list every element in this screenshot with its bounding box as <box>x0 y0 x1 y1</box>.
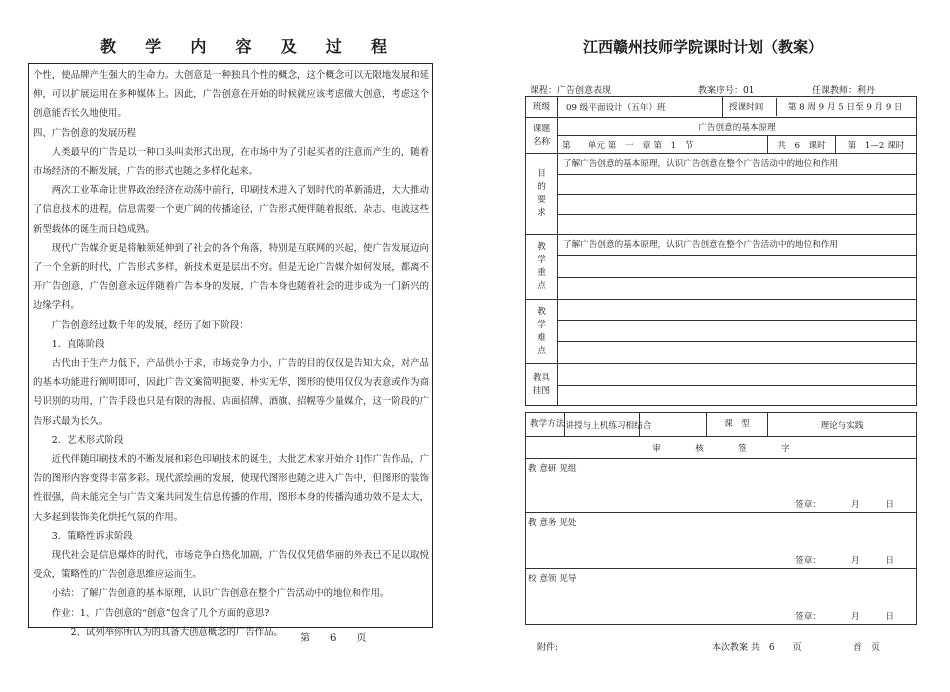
class-value: 09 级平面设计（五年）班 <box>558 97 723 118</box>
type-row <box>639 413 767 437</box>
difficulty-label: 教学难点 <box>526 300 558 364</box>
signature-date: 签章： 月 日 <box>795 500 894 510</box>
title-char: 及 <box>280 37 297 56</box>
topic-label: 课题名称 <box>526 118 558 154</box>
aids-field <box>558 364 917 406</box>
section-heading: 四、广告创意的发展历程 <box>33 127 137 139</box>
unit-info: 第 单元 第 一 章 第 1 节 <box>558 136 768 154</box>
title-char: 内 <box>190 37 207 56</box>
review-academic-office <box>526 513 917 569</box>
paragraph: 广告创意经过数千年的发展，经历了如下阶段： <box>51 319 249 331</box>
review-label: 校 意领 见导 <box>528 574 577 584</box>
stage-heading: 1．直陈阶段 <box>51 338 105 350</box>
goal-field <box>558 154 917 235</box>
paragraph: 个性，使品牌产生强大的生命力。大创意是一种独具个性的概念，这个概念可以无限地发展和延伸，可以扩展运用在多种媒体上。因此，广告创意在开始的时候就应该考虑做大创意，考虑这个创意能否长久地使用。 <box>33 70 429 120</box>
page-number: 第 6 页 <box>300 633 367 644</box>
lesson-plan-table <box>525 96 917 625</box>
type-value: 理论与实践 <box>767 413 916 437</box>
signature-date: 签章： 月 日 <box>795 612 894 622</box>
hours-total: 共 6 课时 <box>767 136 835 154</box>
method-label: 教学方法 <box>526 413 565 436</box>
focus-label: 教学重点 <box>526 235 558 300</box>
paragraph: 两次工业革命让世界政治经济在动荡中前行，印刷技术进入了划时代的革新涌进，大大推动了信息技术的进程，信息需要一个更广阔的传播途径，广告形式便伴随着报纸、杂志、电波这些新型载体的诞生而日趋成熟。 <box>33 185 429 235</box>
title-char: 程 <box>370 37 387 56</box>
focus-text: 了解广告创意的基本原理，认识广告创意在整个广告活动中的地位和作用 <box>563 240 839 250</box>
right-page-title: 江西赣州技师学院课时计划（教案） <box>583 38 824 56</box>
top-rule <box>525 96 917 97</box>
stage-heading: 2．艺术形式阶段 <box>51 434 124 446</box>
course-name: 课程：广告创意表现 <box>530 86 612 96</box>
lesson-number: 教案序号：01 <box>698 86 755 96</box>
goal-label: 目的要求 <box>526 154 558 235</box>
teacher-name: 任课教师：利丹 <box>812 86 876 96</box>
aids-label: 教具挂图 <box>526 364 558 406</box>
lesson-content <box>33 66 429 642</box>
review-school-leader <box>526 569 917 625</box>
review-label: 教 意研 见组 <box>528 464 577 474</box>
summary: 小结：了解广告创意的基本原理，认识广告创意在整个广告活动中的地位和作用。 <box>51 588 390 600</box>
signature-date: 签章： 月 日 <box>795 556 894 566</box>
type-label: 课 型 <box>706 413 767 436</box>
difficulty-field <box>558 300 917 364</box>
left-page-title <box>28 34 433 58</box>
first-page: 首 页 <box>853 643 881 653</box>
title-char: 教 <box>100 37 117 56</box>
class-label: 班级 <box>526 97 558 118</box>
time-value: 第 8 周 9 月 5 日至 9 月 9 日 <box>787 102 903 113</box>
method-row <box>526 413 652 437</box>
topic-value: 广告创意的基本原理 <box>558 118 917 136</box>
title-char: 容 <box>235 37 252 56</box>
method-value: 讲授与上机练习相结合 <box>565 420 652 431</box>
review-research-group <box>526 459 917 513</box>
total-pages: 本次教案 共 6 页 <box>712 643 802 653</box>
title-char: 学 <box>145 37 162 56</box>
paragraph: 近代伴随印刷技术的不断发展和彩色印刷技术的诞生，大批艺术家开始介 l]作广告作品，广告的图形内容变得丰富多彩。现代派绘画的发展，使现代图形也随之进入广告中，但图形的装饰性很强，尚未能完全与广告文案共同发生信息传播的作用，图形本身的传播沟通功效不是太大，大多起到装饰美化烘托气氛的作用。 <box>33 454 429 523</box>
paragraph: 现代广告媒介更是将触须延伸到了社会的各个角落，特别是互联网的兴起，使广告发展迈向了一个全新的时代，广告形式多样，新技术更是层出不穷。但是无论广告媒介如何发展，都离不开广告创意，广告创意永远伴随着广告本身的发展，广告本身也随着社会的进步成为一门新兴的边缘学科。 <box>33 242 429 312</box>
paragraph: 古代由于生产力低下，产品供小于求，市场竞争力小，广告的目的仅仅是告知大众，对产品的基本功能进行阐明即可，因此广告文案简明扼要、朴实无华，图形的使用仅仅为表意或作为商号识别的功用，广告手段也只是有限的海报、店面招牌、酒旗、招幌等少量媒介，这一阶段的广告形式最为长久。 <box>33 358 429 427</box>
homework: 2、试列举你所认为的具备大创意概念的广告作品。 <box>70 626 283 638</box>
paragraph: 人类最早的广告是以一种口头叫卖形式出现，在市场中为了引起买者的注意而产生的，随着市场经济的不断发展，广告的形式也随之多样化起来。 <box>33 146 429 178</box>
goal-text: 了解广告创意的基本原理，认识广告创意在整个广告活动中的地位和作用 <box>563 159 839 169</box>
review-label: 教 意务 见处 <box>528 518 577 528</box>
review-header: 审 核 签 字 <box>526 437 917 459</box>
time-label: 授课时间 <box>728 102 764 113</box>
stage-heading: 3．策略性诉求阶段 <box>51 530 133 542</box>
focus-field <box>558 235 917 300</box>
hours-range: 第 1—2 课时 <box>835 136 916 154</box>
attachment-label: 附件: <box>537 643 559 653</box>
time-row <box>722 97 916 118</box>
homework: 作业：1、广告创意的“创意”包含了几个方面的意思? <box>51 607 270 619</box>
paragraph: 现代社会是信息爆炸的时代，市场竞争白热化加剧，广告仅仅凭借华丽的外表已不足以取悦受众，策略性的广告创意思维应运而生。 <box>33 550 429 581</box>
title-char: 过 <box>325 37 342 56</box>
